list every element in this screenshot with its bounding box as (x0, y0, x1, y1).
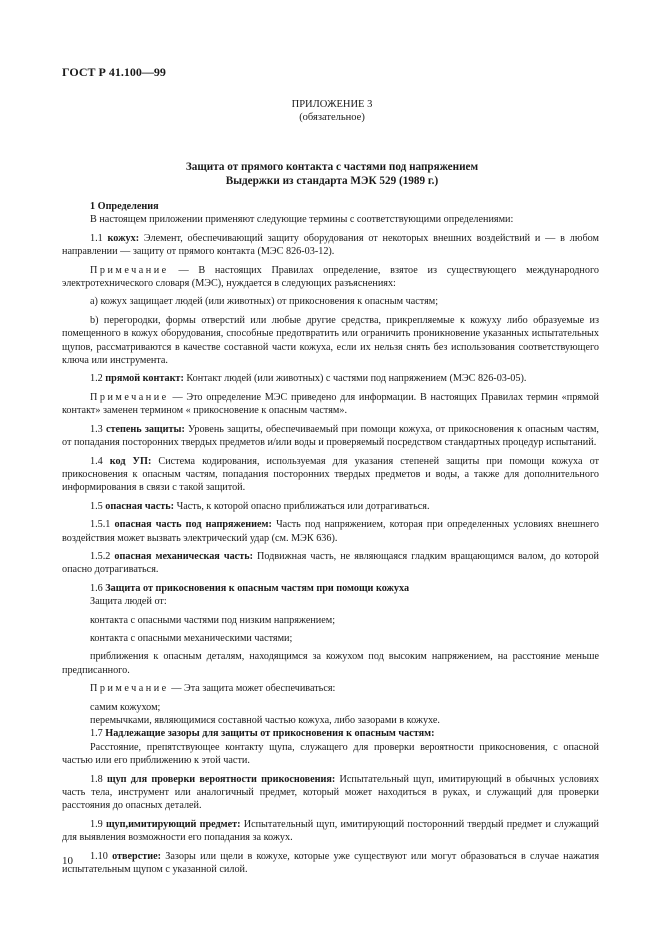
clause-number: 1.8 (90, 773, 103, 785)
note-label: Примечание (90, 264, 169, 276)
term: щуп,имитирующий предмет: (105, 818, 241, 830)
definition-1-10 (62, 850, 599, 877)
clause-number: 1.6 (90, 582, 103, 594)
definition-1-5 (62, 500, 599, 513)
definition-text: Испытательный щуп, имитирующий в обычных условиях часть тела, инструмент или аналогичный предмет, который может находиться в руках, и служащий для проверки расстояния до опасных деталей. (62, 773, 599, 812)
definition-1-3 (62, 423, 599, 450)
definition-text: Испытательный щуп, имитирующий посторонний твердый предмет и служащий для выявления возможности его попадания за кожух. (62, 818, 599, 844)
note-label: Примечание (90, 391, 169, 403)
note-3 (62, 682, 599, 695)
note-2 (62, 391, 599, 418)
list-item: перемычками, являющимися составной частью кожуха, либо зазорами в кожухе. (90, 715, 440, 726)
clause-number: 1.5 (90, 500, 103, 512)
intro-paragraph: В настоящем приложении применяют следующие термины с соответствующими определениями: (90, 214, 514, 226)
term: опасная часть под напряжением: (114, 519, 272, 531)
definition-1-2 (62, 372, 599, 385)
term: кожух: (107, 232, 140, 244)
term: опасная часть: (105, 500, 175, 512)
definition-text: Часть под напряжением, которая при определенных условиях внешнего воздействия может вызвать электрический удар (см. МЭК 636). (62, 519, 600, 544)
term: Защита от прикосновения к опасным частям при помощи кожуха (105, 582, 410, 594)
note-text: — Это определение МЭС приведено для информации. В настоящих Правилах термин «прямой контакт» заменен термином « прикосновение к опасным частям». (62, 391, 599, 417)
clause-number: 1.1 (90, 232, 103, 244)
definition-1-9 (62, 818, 599, 845)
appendix-label: ПРИЛОЖЕНИЕ 3 (291, 99, 373, 110)
note-1-item-b: b) перегородки, формы отверстий или любые другие средства, прикрепляемые к кожуху либо образуемые из помещенного в кожух оборудования, способные предотвратить или ограничить проникновение указанных испытательных щупов, рассматриваются в качестве составной части кожуха, если их нельзя снять без использования соответствующего ключа или инструмента. (62, 314, 599, 367)
document-code: ГОСТ Р 41.100—99 (62, 65, 166, 79)
term: отверстие: (112, 850, 162, 862)
definition-text: Элемент, обеспечивающий защиту оборудования от некоторых внешних воздействий и — в любом направлении — защиту от прямого контакта (МЭС 826-03-12). (62, 232, 600, 258)
definition-text: Уровень защиты, обеспечиваемый при помощи кожуха, от прикосновения к опасным частям, от попадания посторонних твердых предметов и/или воды и проверяемый посредством стандартных процедур испытаний. (62, 423, 599, 449)
note-1-item-a: a) кожух защищает людей (или животных) от прикосновения к опасным частям; (90, 296, 439, 308)
definition-1-6-lead: Защита людей от: (90, 596, 167, 608)
clause-number: 1.10 (90, 850, 108, 862)
clause-number: 1.9 (90, 818, 103, 830)
definition-1-5-2 (62, 550, 599, 577)
clause-number: 1.4 (90, 455, 103, 467)
note-text: — В настоящих Правилах определение, взятое из существующего международного электротехнического словаря (МЭС), нуждается в следующих разъяснениях: (62, 264, 599, 290)
definition-text: Контакт людей (или животных) с частями под напряжением (МЭС 826-03-05). (183, 373, 527, 385)
title-line-2: Выдержки из стандарта МЭК 529 (1989 г.) (225, 175, 439, 187)
term: опасная механическая часть: (114, 550, 253, 562)
page-number: 10 (62, 855, 73, 867)
section-heading: 1 Определения (90, 201, 159, 212)
list-item: контакта с опасными частями под низким напряжением; (90, 614, 336, 626)
note-1 (62, 264, 599, 291)
clause-number: 1.3 (90, 423, 103, 435)
appendix-status: (обязательное) (299, 112, 365, 123)
term: щуп для проверки вероятности прикосновения: (106, 773, 336, 785)
definition-1-7 (62, 727, 599, 740)
clause-number: 1.5.1 (90, 519, 111, 531)
definition-text: Система кодирования, используемая для указания степеней защиты при помощи кожуха от прикосновения к опасным частям, попадания посторонних твердых предметов и воды, а также для дополнительного информирования в связи с такой защитой. (62, 455, 599, 494)
definition-1-7-text: Расстояние, препятствующее контакту щупа, служащего для проверки вероятности прикосновения, с опасной частью или его приближению к этой части. (62, 741, 599, 767)
definition-1-1 (62, 232, 599, 259)
title-line-1: Защита от прямого контакта с частями под напряжением (185, 161, 479, 173)
term: Надлежащие зазоры для защиты от прикосновения к опасным частям: (105, 728, 435, 740)
note-text: — Эта защита может обеспечиваться: (168, 683, 336, 695)
term: прямой контакт: (105, 373, 184, 385)
clause-number: 1.2 (90, 373, 103, 385)
definition-1-5-1 (62, 518, 599, 545)
definition-1-8 (62, 773, 599, 813)
clause-number: 1.7 (90, 728, 103, 740)
list-item: самим кожухом; (90, 701, 161, 713)
list-item: контакта с опасными механическими частями; (90, 632, 293, 644)
term: код УП: (109, 455, 152, 467)
note-label: Примечание (90, 683, 169, 695)
term: степень защиты: (105, 423, 185, 435)
definition-1-6 (62, 582, 599, 595)
clause-number: 1.5.2 (90, 550, 111, 562)
definition-text: Часть, к которой опасно приближаться или дотрагиваться. (174, 500, 430, 512)
definition-text: Подвижная часть, не являющаяся гладким вращающимся валом, до которой опасно дотрагиваться. (62, 550, 600, 576)
definition-text: Зазоры или щели в кожухе, которые уже существуют или могут образоваться в случае нажатия испытательным щупом с указанной силой. (62, 850, 600, 876)
list-item: приближения к опасным деталям, находящимся за кожухом под высоким напряжением, на расстояние меньше предписанного. (62, 651, 599, 676)
definition-1-4 (62, 455, 599, 495)
document-body (62, 200, 599, 881)
